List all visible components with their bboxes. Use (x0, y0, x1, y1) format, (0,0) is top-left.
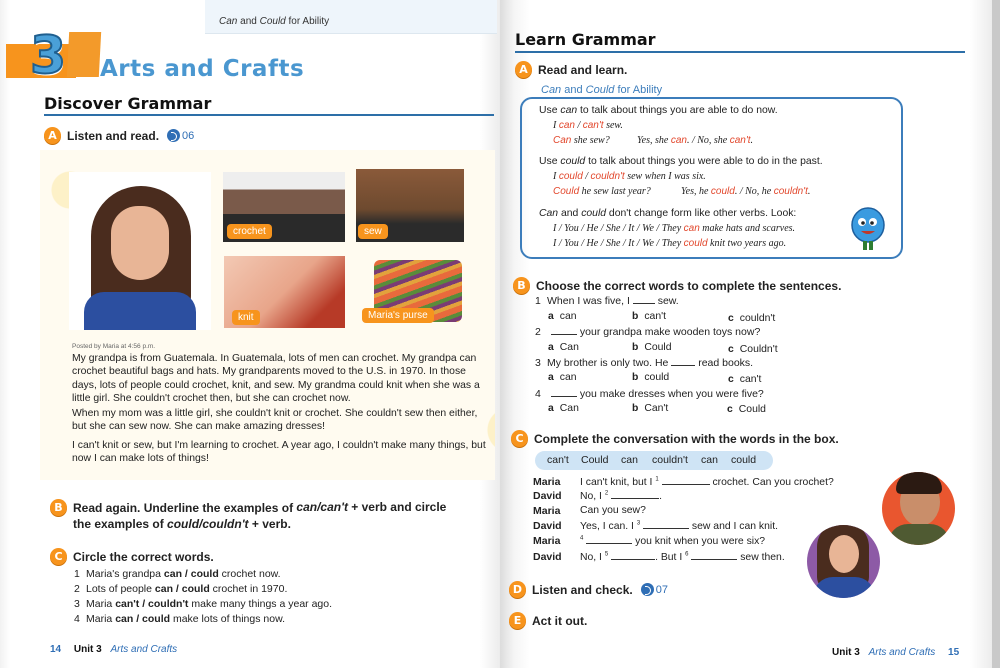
answer-blank[interactable] (611, 551, 655, 560)
task-instruction: Act it out. (532, 613, 588, 628)
speaker-name: Maria (533, 535, 561, 547)
task-instruction: Read and learn. (538, 62, 628, 77)
task-d (509, 581, 668, 598)
task-instruction: Circle the correct words. (73, 549, 214, 564)
photo-maria (69, 172, 211, 330)
option[interactable]: b Can't (632, 403, 669, 414)
answer-blank[interactable] (586, 535, 632, 544)
exercise-item: 4 Maria can / could make lots of things now. (74, 613, 286, 625)
unit-number: 3 (30, 26, 67, 86)
exercise-item: 3 Maria can't / couldn't make many things a year ago. (74, 598, 333, 610)
grammar-example: Yes, she can. / No, she can't. (637, 135, 754, 146)
answer-blank[interactable] (691, 551, 737, 560)
answer-blank[interactable] (611, 490, 659, 499)
speaker-name: David (533, 490, 562, 502)
option[interactable]: a Can (548, 403, 579, 414)
audio-icon[interactable] (167, 129, 180, 142)
photo-sew (356, 169, 464, 242)
option[interactable]: c Could (727, 404, 766, 415)
word-chip: can (621, 454, 638, 466)
unit-title: Arts and Crafts (100, 56, 305, 82)
task-badge: A (44, 127, 61, 144)
exercise-item: 2 Lots of people can / could crochet in 1970. (74, 583, 288, 595)
photo-maria-small (807, 525, 880, 598)
section-title: Learn Grammar (515, 30, 656, 49)
paragraph: When my mom was a little girl, she couldn't knit or crochet. She couldn't sew then either, but she can sew now. She can make amazing dresses! (72, 408, 478, 433)
dialogue-line: No, I $^2$ . (580, 490, 662, 502)
task-badge: B (50, 499, 67, 516)
dialogue-line: Can you sew? (580, 505, 646, 516)
task-a (515, 61, 627, 78)
unit-tab-decoration (67, 32, 101, 77)
word-chip: Could (581, 454, 609, 466)
word-box (535, 451, 773, 470)
grammar-example: Could he sew last year? (553, 186, 651, 197)
task-badge: C (511, 430, 528, 447)
choice[interactable]: can't / couldn't (115, 598, 189, 610)
grammar-example: I / You / He / She / It / We / They can make hats and scarves. (553, 223, 796, 234)
speaker-name: David (533, 520, 562, 532)
option[interactable]: b could (632, 372, 670, 383)
photo-label: Maria's purse (362, 308, 434, 323)
task-instruction: Listen and read. (67, 128, 160, 143)
page-number: 15 (948, 647, 960, 658)
task-badge: D (509, 581, 526, 598)
speaker-name: David (533, 551, 562, 563)
page-footer: Unit 3 Arts and Crafts 15 (832, 647, 960, 658)
task-instruction: Complete the conversation with the words in the box. (534, 431, 839, 446)
grammar-box-title: Can and Could for Ability (535, 84, 668, 96)
photo-label: sew (358, 224, 388, 239)
exercise-item: 3 My brother is only two. He read books. (535, 357, 754, 369)
exercise-item: 4 you make dresses when you were five? (535, 388, 764, 400)
speaker-name: Maria (533, 505, 561, 517)
task-b (513, 277, 841, 294)
exercise-item: 1 Maria's grandpa can / could crochet now. (74, 568, 281, 580)
photo-knit (224, 256, 345, 328)
paragraph: I can't knit or sew, but I'm learning to crochet. A year ago, I couldn't make many things, but now I can make lots of things! (72, 440, 486, 465)
option[interactable]: a Can (548, 342, 579, 353)
task-c (511, 430, 839, 447)
page-header (205, 0, 497, 34)
grammar-example: Can she sew? (553, 135, 610, 146)
exercise-item: 2 your grandpa make wooden toys now? (535, 326, 761, 338)
option[interactable]: c couldn't (728, 313, 776, 324)
speaker-name: Maria (533, 476, 561, 488)
grammar-example: Yes, he could. / No, he couldn't. (681, 186, 811, 197)
exercise-item: 1 When I was five, I sew. (535, 295, 679, 307)
audio-track-number: 06 (182, 129, 195, 142)
paragraph: My grandpa is from Guatemala. In Guatemala, lots of men can crochet. My grandpa can crochet beautiful bags and hats. My grandparents moved to the U.S. in 1970. In those days, lots of people could crochet, knit, and sew. My grandma could knit when she was a little girl. She couldn't crochet then, but she can crochet now. (72, 353, 480, 405)
option[interactable]: a can (548, 372, 577, 383)
task-instruction: Listen and check. (532, 582, 633, 597)
dialogue-line: I can't knit, but I $^1$ crochet. Can you crochet? (580, 476, 834, 488)
task-c (50, 548, 214, 565)
audio-track-number: 07 (655, 583, 668, 596)
choice[interactable]: can / could (163, 568, 219, 580)
section-rule (44, 114, 494, 116)
answer-blank[interactable] (643, 520, 689, 529)
grammar-rule: Use can to talk about things you are able to do now. (539, 105, 778, 116)
answer-blank[interactable] (662, 476, 710, 485)
task-a (44, 127, 194, 144)
dialogue-line: No, I $^5$ . But I $^6$ sew then. (580, 551, 785, 563)
task-badge: A (515, 61, 532, 78)
option[interactable]: b Could (632, 342, 672, 353)
audio-icon[interactable] (641, 583, 654, 596)
post-meta: Posted by Maria at 4:56 p.m. (72, 343, 156, 350)
grammar-example: I can / can't sew. (553, 120, 623, 131)
option[interactable]: b can't (632, 311, 666, 322)
word-chip: could (731, 454, 757, 466)
word-chip: can't (547, 454, 569, 466)
dialogue-line: Yes, I can. I $^3$ sew and I can knit. (580, 520, 778, 532)
dialogue-line: $^4$ you knit when you were six? (580, 535, 766, 547)
photo-crochet (223, 172, 345, 242)
task-badge: B (513, 277, 530, 294)
section-rule (515, 51, 965, 53)
section-title: Discover Grammar (44, 94, 212, 113)
grammar-rule: Use could to talk about things you were able to do in the past. (539, 156, 823, 167)
book-edge (992, 0, 1000, 668)
task-instruction: Choose the correct words to complete the sentences. (536, 278, 842, 293)
task-badge: E (509, 612, 526, 629)
task-e (509, 612, 587, 629)
task-b: B Read again. Underline the examples of can/can't + verb and circle the examples of could/couldn't + verb. (50, 499, 446, 532)
mascot-icon (848, 205, 888, 255)
task-badge: C (50, 548, 67, 565)
photo-label: crochet (227, 224, 272, 239)
choice[interactable]: can / could (115, 613, 171, 625)
option[interactable]: a can (548, 311, 577, 322)
photo-label: knit (232, 310, 260, 325)
grammar-example: I / You / He / She / It / We / They could knit two years ago. (553, 238, 787, 249)
word-chip: can (701, 454, 718, 466)
page-footer: 14 Unit 3 Arts and Crafts (50, 644, 178, 655)
choice[interactable]: can / could (154, 583, 210, 595)
page-number: 14 (50, 644, 62, 655)
option[interactable]: c can't (728, 374, 762, 385)
grammar-example: I could / couldn't sew when I was six. (553, 171, 706, 182)
photo-david (882, 472, 955, 545)
word-chip: couldn't (652, 454, 688, 466)
grammar-note: Can and could don't change form like other verbs. Look: (539, 208, 797, 219)
header-text: Can and Could for Ability (219, 16, 330, 27)
option[interactable]: c Couldn't (728, 344, 778, 355)
